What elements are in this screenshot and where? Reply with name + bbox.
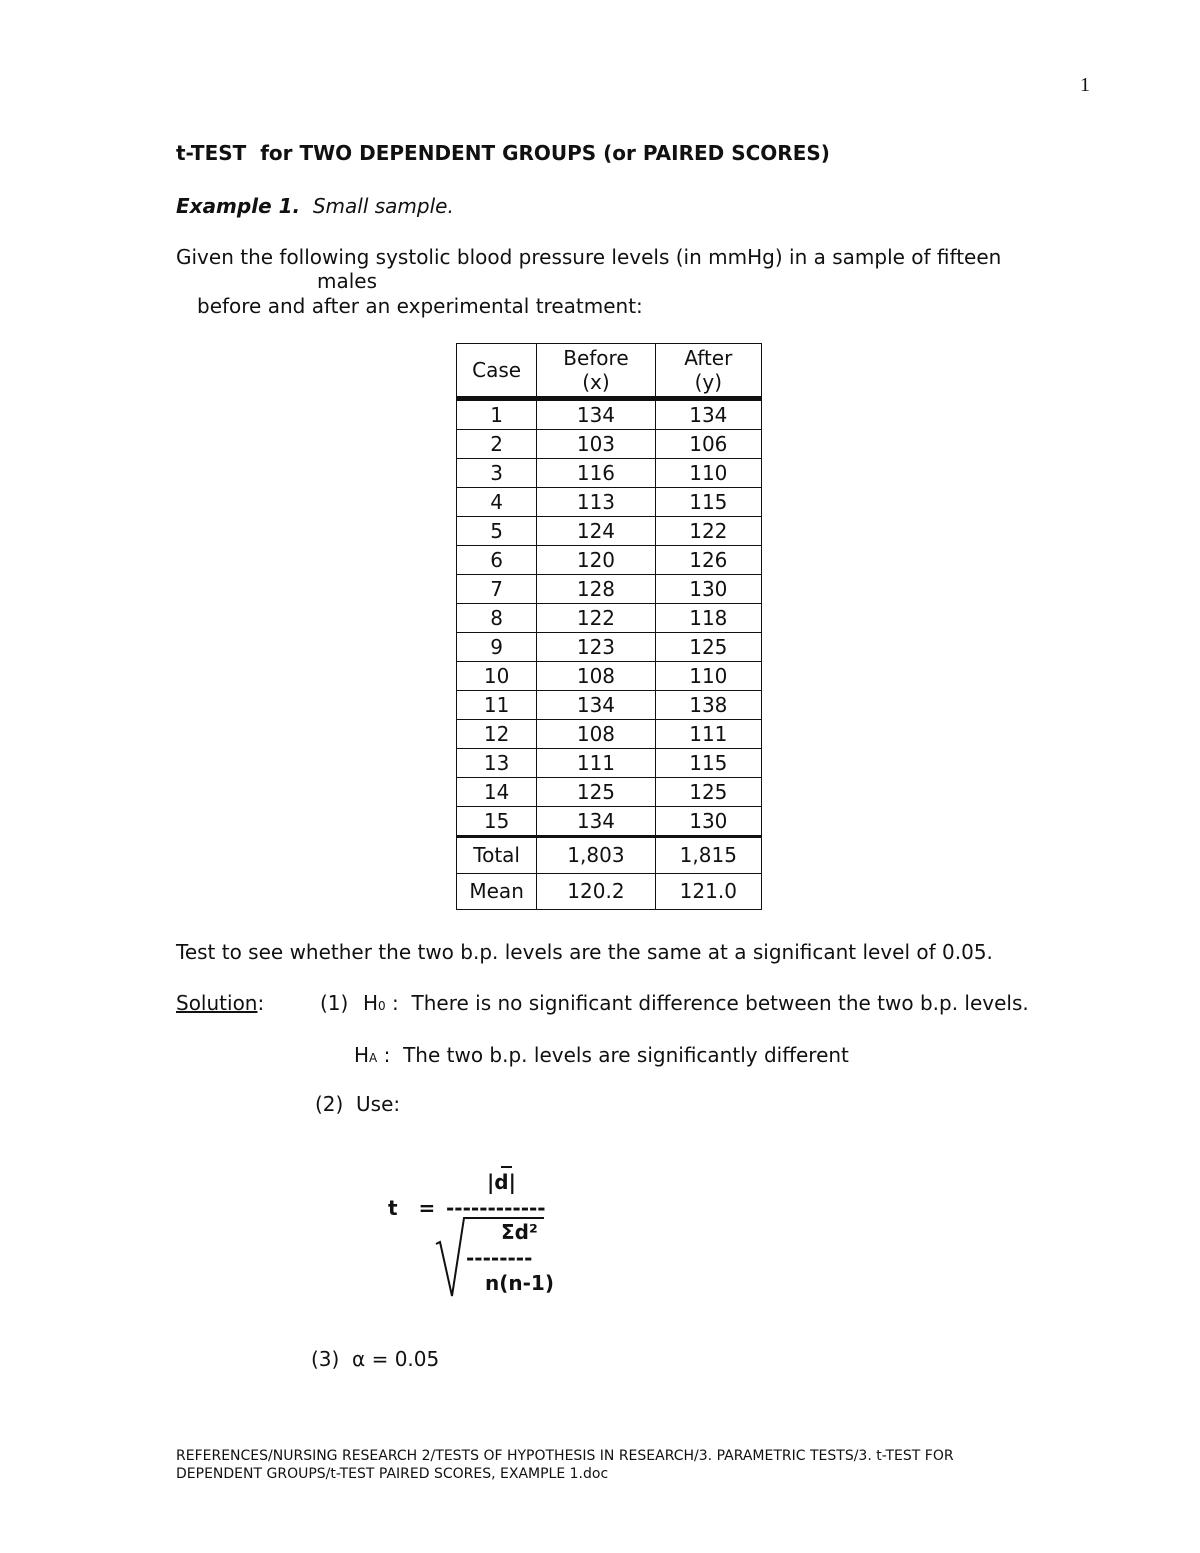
cell-before: 103 xyxy=(537,430,655,459)
cell-case: 3 xyxy=(457,459,537,488)
cell-after: 106 xyxy=(655,430,761,459)
cell-before: 125 xyxy=(537,778,655,807)
cell-before: 122 xyxy=(537,604,655,633)
formula-lhs: t = xyxy=(388,1196,436,1220)
formula-main-dash: ------------ xyxy=(446,1196,546,1220)
cell-case: 9 xyxy=(457,633,537,662)
table-row xyxy=(457,691,762,720)
formula-inner-denominator: n(n-1) xyxy=(485,1271,554,1295)
cell-case: 2 xyxy=(457,430,537,459)
question-text: Test to see whether the two b.p. levels are the same at a significant level of 0.05. xyxy=(176,940,993,964)
cell-after: 125 xyxy=(655,778,761,807)
cell-before: 120 xyxy=(537,546,655,575)
step-3-alpha: (3) α = 0.05 xyxy=(311,1347,440,1371)
formula-numerator: |d| xyxy=(487,1170,516,1194)
cell-before: 123 xyxy=(537,633,655,662)
table-header-row xyxy=(457,344,762,399)
total-label: Total xyxy=(457,837,537,874)
cell-case: 8 xyxy=(457,604,537,633)
footer-line-2: DEPENDENT GROUPS/t-TEST PAIRED SCORES, EXAMPLE 1.doc xyxy=(176,1466,609,1482)
page-number: 1 xyxy=(1080,74,1090,96)
cell-before: 124 xyxy=(537,517,655,546)
cell-case: 10 xyxy=(457,662,537,691)
table-row xyxy=(457,575,762,604)
table-row xyxy=(457,633,762,662)
d-bar-line xyxy=(501,1166,512,1168)
table-row xyxy=(457,546,762,575)
cell-case: 4 xyxy=(457,488,537,517)
formula-inner-numerator: Σd² xyxy=(501,1220,538,1244)
cell-after: 130 xyxy=(655,575,761,604)
cell-before: 113 xyxy=(537,488,655,517)
table-row xyxy=(457,517,762,546)
intro-line-1: Given the following systolic blood pressure levels (in mmHg) in a sample of fifteen xyxy=(176,245,1002,269)
cell-after: 115 xyxy=(655,488,761,517)
step-1-number: (1) xyxy=(320,991,349,1015)
step-2-use: (2) Use: xyxy=(315,1092,401,1116)
alternative-hypothesis: HA : The two b.p. levels are significantly different xyxy=(354,1043,849,1067)
mean-before: 120.2 xyxy=(537,874,655,910)
cell-after: 110 xyxy=(655,459,761,488)
solution-label: Solution: xyxy=(176,991,265,1015)
example-label: Example 1. xyxy=(176,194,301,218)
cell-after: 130 xyxy=(655,807,761,837)
cell-before: 134 xyxy=(537,691,655,720)
cell-case: 11 xyxy=(457,691,537,720)
cell-before: 116 xyxy=(537,459,655,488)
table-row xyxy=(457,604,762,633)
header-before: Before (x) xyxy=(537,344,655,399)
footer-path xyxy=(176,1447,1076,1483)
table-row xyxy=(457,749,762,778)
cell-after: 111 xyxy=(655,720,761,749)
cell-case: 13 xyxy=(457,749,537,778)
total-before: 1,803 xyxy=(537,837,655,874)
document-title: t-TEST for TWO DEPENDENT GROUPS (or PAIRED SCORES) xyxy=(176,141,830,165)
mean-after: 121.0 xyxy=(655,874,761,910)
cell-case: 5 xyxy=(457,517,537,546)
null-hypothesis: H0 : There is no significant difference between the two b.p. levels. xyxy=(363,991,1029,1015)
cell-after: 134 xyxy=(655,399,761,430)
cell-case: 7 xyxy=(457,575,537,604)
intro-line-3: before and after an experimental treatment: xyxy=(197,294,643,318)
total-row xyxy=(457,837,762,874)
formula-inner-dash: -------- xyxy=(466,1246,533,1270)
cell-before: 108 xyxy=(537,662,655,691)
cell-case: 6 xyxy=(457,546,537,575)
cell-before: 134 xyxy=(537,807,655,837)
table-row xyxy=(457,399,762,430)
cell-before: 134 xyxy=(537,399,655,430)
table-row xyxy=(457,459,762,488)
cell-case: 1 xyxy=(457,399,537,430)
cell-after: 125 xyxy=(655,633,761,662)
cell-case: 15 xyxy=(457,807,537,837)
cell-case: 12 xyxy=(457,720,537,749)
intro-line-2: males xyxy=(317,269,378,293)
cell-before: 128 xyxy=(537,575,655,604)
cell-after: 115 xyxy=(655,749,761,778)
mean-row xyxy=(457,874,762,910)
cell-after: 122 xyxy=(655,517,761,546)
cell-after: 138 xyxy=(655,691,761,720)
header-case: Case xyxy=(457,344,537,399)
example-heading xyxy=(176,194,454,218)
blood-pressure-table xyxy=(456,343,762,910)
mean-label: Mean xyxy=(457,874,537,910)
cell-before: 111 xyxy=(537,749,655,778)
cell-case: 14 xyxy=(457,778,537,807)
header-after: After (y) xyxy=(655,344,761,399)
example-subtitle: Small sample. xyxy=(312,194,454,218)
table-row xyxy=(457,778,762,807)
cell-after: 126 xyxy=(655,546,761,575)
cell-before: 108 xyxy=(537,720,655,749)
cell-after: 118 xyxy=(655,604,761,633)
cell-after: 110 xyxy=(655,662,761,691)
footer-line-1: REFERENCES/NURSING RESEARCH 2/TESTS OF HYPOTHESIS IN RESEARCH/3. PARAMETRIC TESTS/3. t-TEST FOR xyxy=(176,1448,954,1464)
table-row xyxy=(457,807,762,837)
total-after: 1,815 xyxy=(655,837,761,874)
table-row xyxy=(457,430,762,459)
table-row xyxy=(457,720,762,749)
table-row xyxy=(457,488,762,517)
table-row xyxy=(457,662,762,691)
